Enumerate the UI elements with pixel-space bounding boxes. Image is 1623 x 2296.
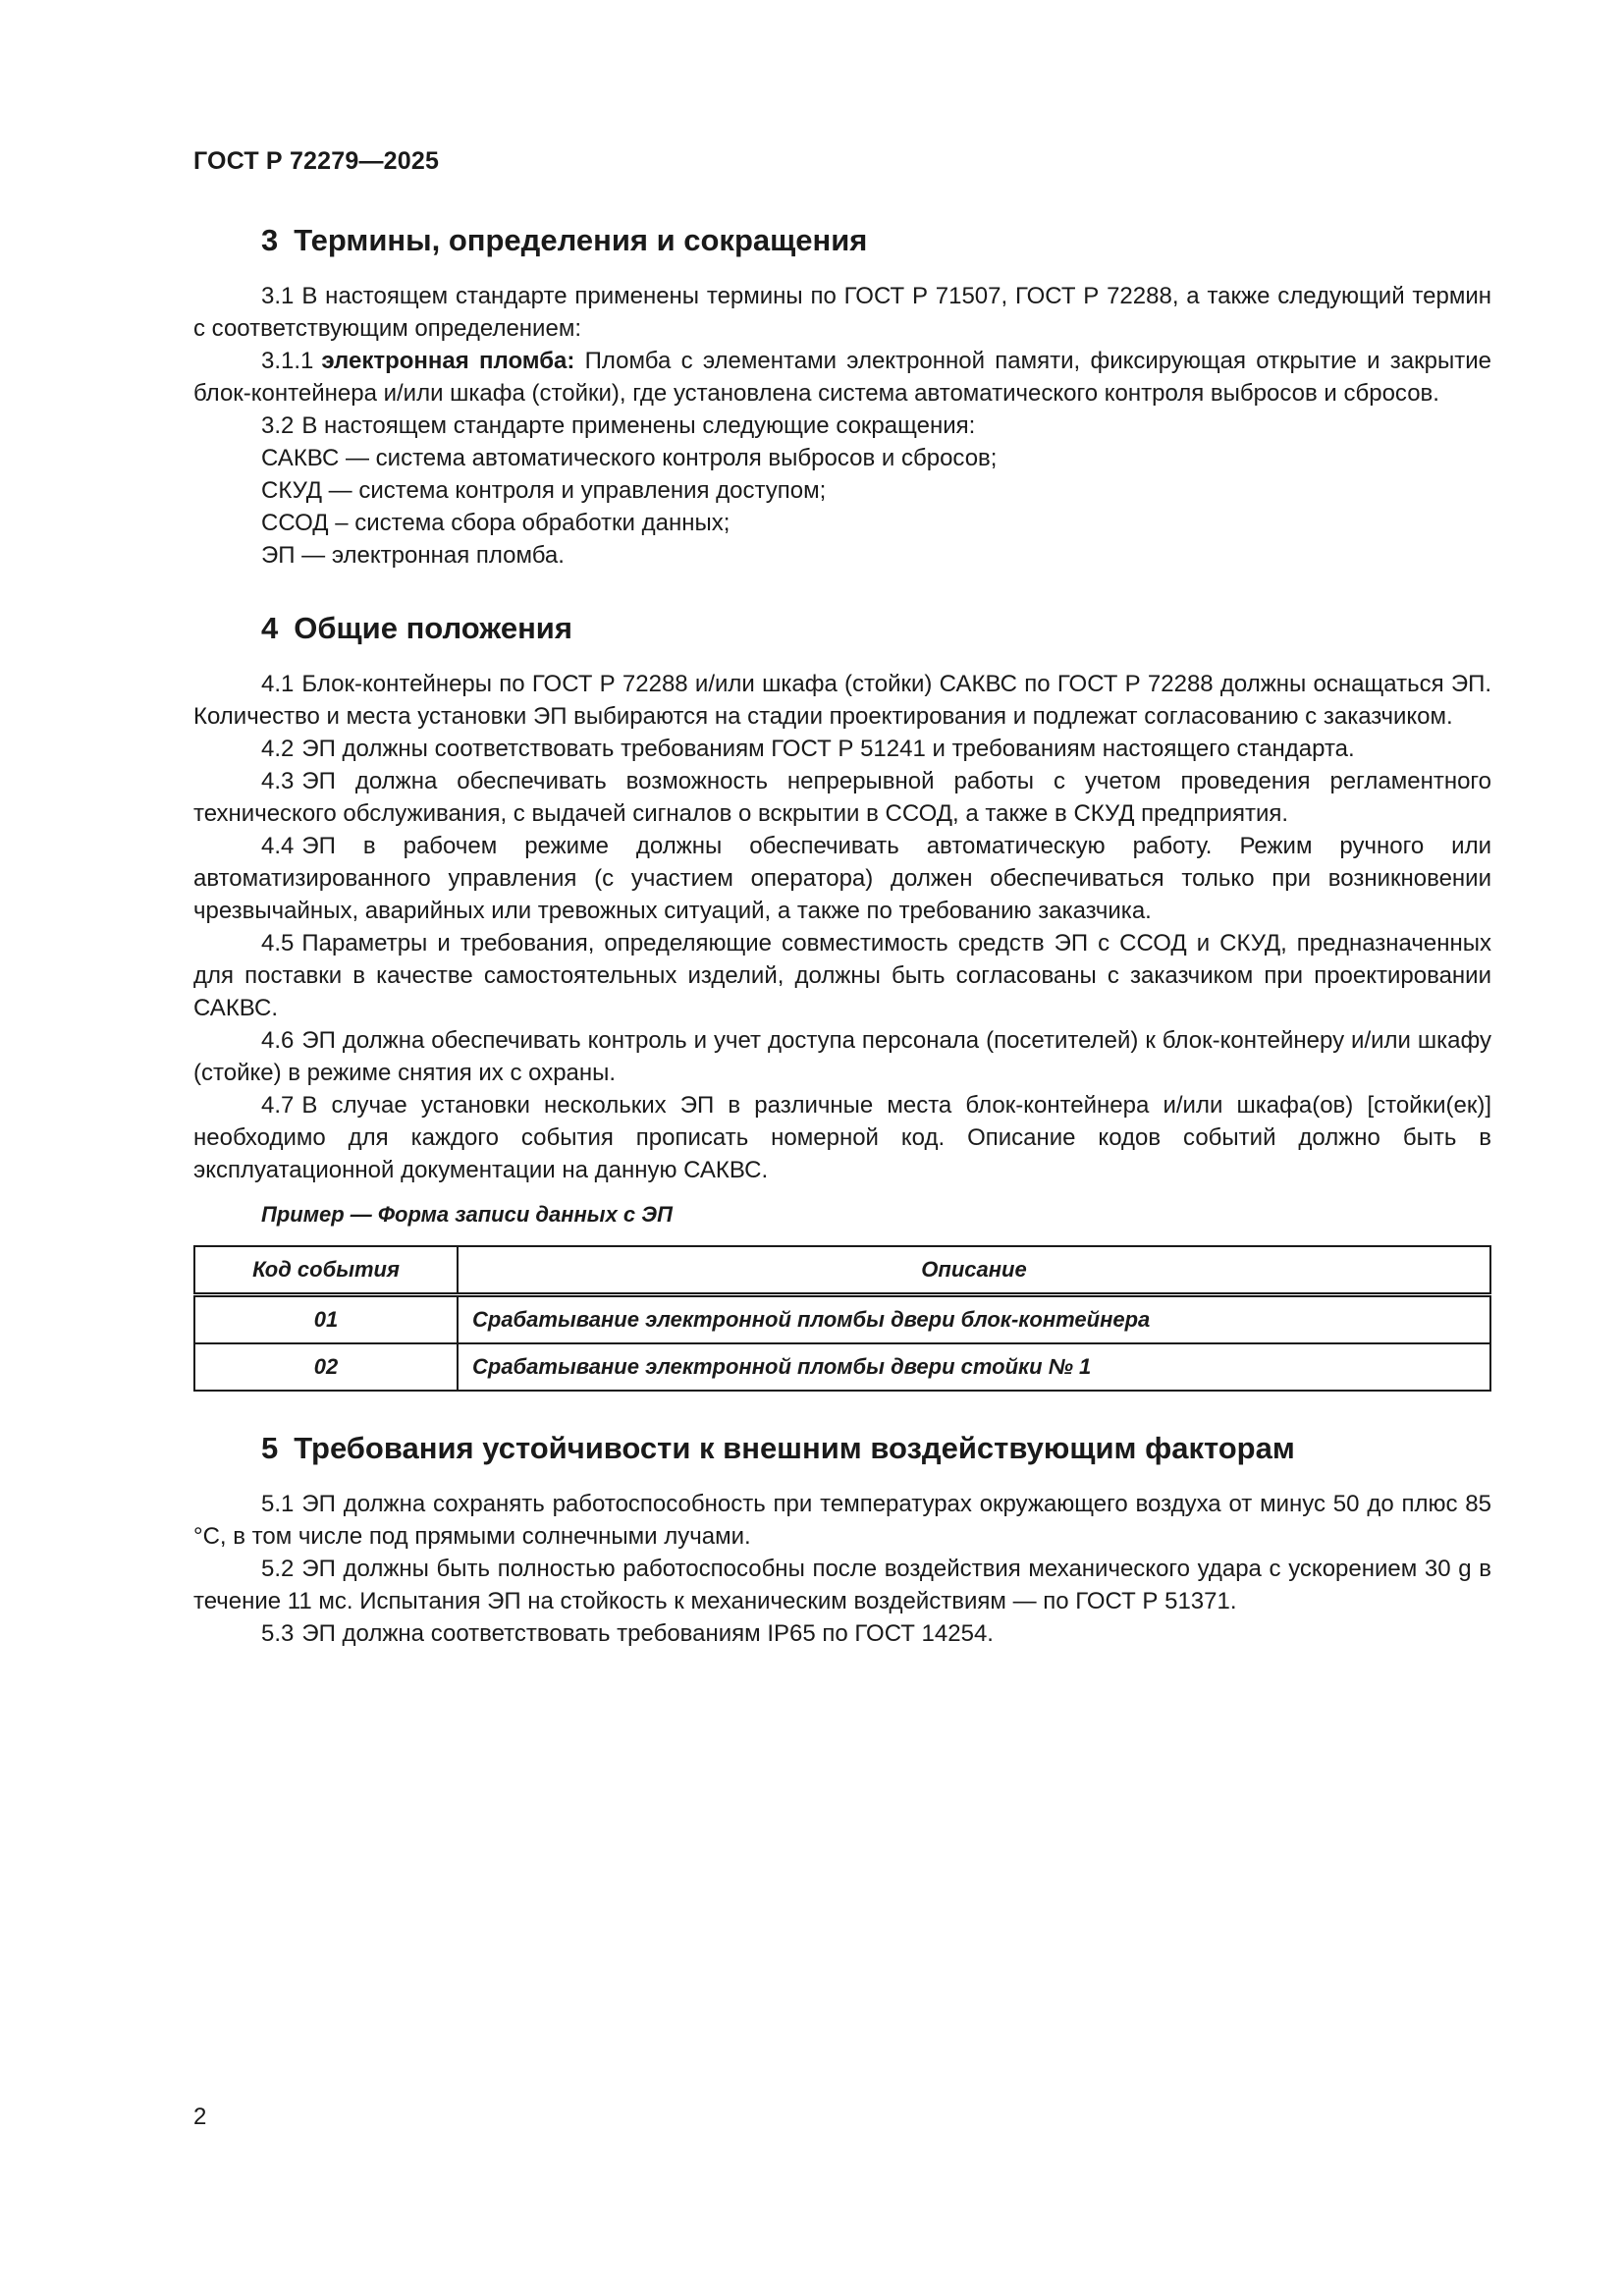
paragraph-text: В случае установки нескольких ЭП в различные места блок-контейнера и/или шкафа(ов) [стойки(ек)] необходимо для каждого события прописать номерной код. Описание кодов событий должно быть в эксплуатационной документации на данную САКВС.: [193, 1092, 1491, 1183]
section-heading: [193, 219, 1491, 262]
section-number: 5: [261, 1431, 279, 1465]
paragraph: [193, 1617, 1491, 1650]
table-header-row: [194, 1246, 1490, 1295]
standard-id: ГОСТ Р 72279—2025: [193, 147, 440, 175]
section-number: 4: [261, 611, 279, 645]
paragraph: [193, 1024, 1491, 1089]
abbreviation-item: ЭП — электронная пломба.: [261, 542, 565, 569]
abbreviation-item: СКУД — система контроля и управления доступом;: [261, 477, 827, 504]
page-number: 2: [193, 2104, 207, 2130]
paragraph-number: 5.2: [261, 1556, 295, 1582]
paragraph-number: 4.1: [261, 671, 295, 697]
event-code-cell: 02: [194, 1343, 458, 1391]
abbreviation-item: САКВС — система автоматического контроля выбросов и сбросов;: [261, 445, 998, 471]
paragraph-number: 3.2: [261, 412, 295, 439]
section-title: Требования устойчивости к внешним воздействующим факторам: [294, 1431, 1295, 1465]
paragraph-text: ЭП должны быть полностью работоспособны после воздействия механического удара с ускорением 30 g в течение 11 мс. Испытания ЭП на стойкость к механическим воздействиям — по ГОСТ Р 51371.: [193, 1556, 1491, 1614]
section-heading: [193, 1427, 1491, 1470]
paragraph-text: В настоящем стандарте применены следующие сокращения:: [301, 412, 976, 439]
paragraph-text: В настоящем стандарте применены термины по ГОСТ Р 71507, ГОСТ Р 72288, а также следующий термин с соответствующим определением:: [193, 283, 1491, 342]
paragraph-number: 3.1.1: [261, 348, 314, 374]
paragraph: [193, 830, 1491, 927]
column-header-description: Описание: [458, 1246, 1490, 1295]
paragraph-text: Блок-контейнеры по ГОСТ Р 72288 и/или шкафа (стойки) САКВС по ГОСТ Р 72288 должны оснащаться ЭП. Количество и места установки ЭП выбираются на стадии проектирования и подлежат согласованию с заказчиком.: [193, 671, 1491, 730]
section-title: Общие положения: [294, 611, 572, 645]
paragraph-number: 4.3: [261, 768, 295, 794]
event-description-cell: Срабатывание электронной пломбы двери стойки № 1: [458, 1343, 1490, 1391]
paragraph: [193, 1089, 1491, 1186]
paragraph-text: ЭП должна обеспечивать контроль и учет доступа персонала (посетителей) к блок-контейнеру и/или шкафу (стойке) в режиме снятия их с охраны.: [193, 1027, 1491, 1086]
definition-paragraph: [193, 345, 1491, 410]
paragraph-text: ЭП должна сохранять работоспособность при температурах окружающего воздуха от минус 50 до плюс 85 °С, в том числе под прямыми солнечными лучами.: [193, 1491, 1491, 1550]
paragraph-number: 4.4: [261, 833, 295, 859]
page-content: [193, 219, 1491, 1650]
paragraph-text: ЭП должна обеспечивать возможность непрерывной работы с учетом проведения регламентного технического обслуживания, с выдачей сигналов о вскрытии в ССОД, а также в СКУД предприятия.: [193, 768, 1491, 827]
paragraph-number: 5.1: [261, 1491, 295, 1517]
column-header-code: Код события: [194, 1246, 458, 1295]
paragraph: [193, 927, 1491, 1024]
table-row: [194, 1343, 1490, 1391]
paragraph-text: ЭП должны соответствовать требованиям ГОСТ Р 51241 и требованиям настоящего стандарта.: [301, 736, 1355, 762]
paragraph-text: Параметры и требования, определяющие совместимость средств ЭП с ССОД и СКУД, предназначенных для поставки в качестве самостоятельных изделий, должны быть согласованы с заказчиком при проектировании САКВС.: [193, 930, 1491, 1021]
section-heading: [193, 607, 1491, 650]
paragraph: [193, 668, 1491, 733]
paragraph-text: ЭП должна соответствовать требованиям IP65 по ГОСТ 14254.: [301, 1620, 994, 1647]
abbreviation-item: ССОД – система сбора обработки данных;: [261, 510, 730, 536]
paragraph-number: 4.7: [261, 1092, 295, 1119]
section-title: Термины, определения и сокращения: [294, 223, 868, 257]
paragraph: [193, 1488, 1491, 1553]
paragraph-number: 4.5: [261, 930, 295, 957]
paragraph-number: 4.2: [261, 736, 295, 762]
paragraph-text: ЭП в рабочем режиме должны обеспечивать автоматическую работу. Режим ручного или автоматизированного управления (с участием оператора) должен обеспечиваться только при возникновении чрезвычайных, аварийных или тревожных ситуаций, а также по требованию заказчика.: [193, 833, 1491, 924]
example-table: [193, 1245, 1491, 1392]
example-caption: Пример — Форма записи данных с ЭП: [261, 1202, 673, 1227]
paragraph: [193, 733, 1491, 765]
table-row: [194, 1295, 1490, 1344]
section-number: 3: [261, 223, 279, 257]
definition-text: Пломба с элементами электронной памяти, фиксирующая открытие и закрытие блок-контейнера и/или шкафа (стойки), где установлена система автоматического контроля выбросов и сбросов.: [193, 348, 1491, 407]
paragraph: [193, 765, 1491, 830]
paragraph-number: 4.6: [261, 1027, 295, 1054]
event-code-cell: 01: [194, 1295, 458, 1344]
paragraph: [193, 280, 1491, 345]
paragraph-number: 5.3: [261, 1620, 295, 1647]
event-description-cell: Срабатывание электронной пломбы двери блок-контейнера: [458, 1295, 1490, 1344]
defined-term: электронная пломба:: [321, 348, 575, 374]
paragraph: [193, 1553, 1491, 1617]
paragraph: [193, 410, 1491, 442]
document-page: [193, 0, 1491, 2296]
paragraph-number: 3.1: [261, 283, 295, 309]
